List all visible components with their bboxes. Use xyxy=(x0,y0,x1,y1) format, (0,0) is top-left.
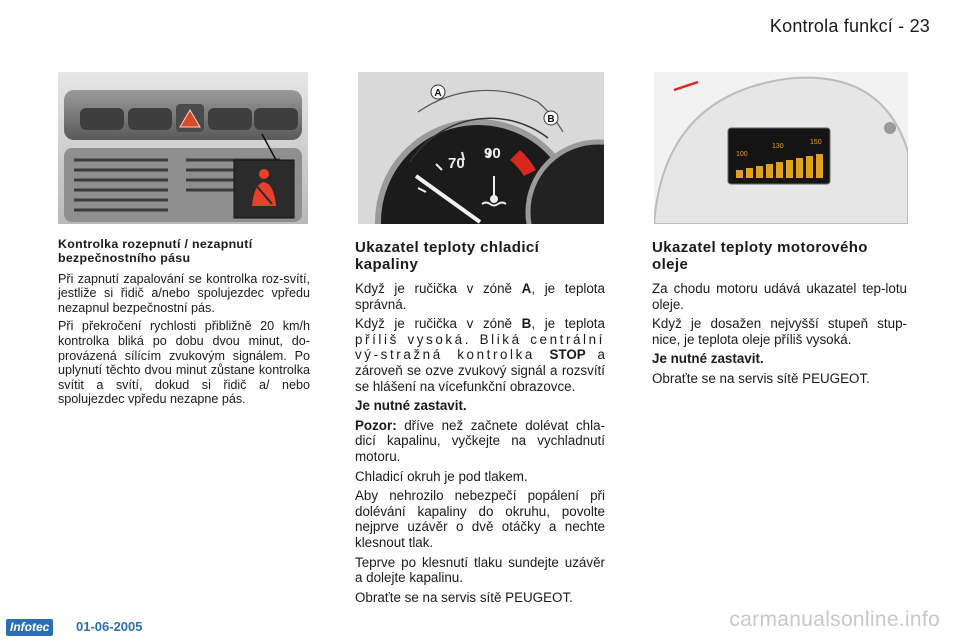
gauge-tick-90: 90 xyxy=(484,145,501,162)
coolant-caution: Pozor: dříve než začnete dolévat chla-dicí kapalinu, vyčkejte na vychladnutí motoru. xyxy=(355,417,605,464)
oil-tick-150: 150 xyxy=(810,139,822,146)
oil-paragraph-2: Když je dosažen nejvyšší stupeň stup-nice, je teplota oleje příliš vysoká. xyxy=(652,316,907,347)
oil-gauge-figure xyxy=(654,72,908,224)
dashboard-vents-figure xyxy=(58,72,308,224)
infotec-badge: Infotec xyxy=(6,619,53,636)
coolant-heading: Ukazatel teploty chladicí kapaliny xyxy=(355,239,540,273)
coolant-paragraph-7: Teprve po klesnutí tlaku sundejte uzávěr a dolejte kapalinu. xyxy=(355,554,605,586)
coolant-paragraph-2: Když je ručička v zóně B, je teplota příliš vysoká. Bliká centrální vý-stražná kontrolka STOP a zároveň se ozve zvukový signál a rozsvítí se hlášení na vícefunkční obrazovce. xyxy=(355,316,605,394)
coolant-paragraph-8: Obraťte se na servis sítě PEUGEOT. xyxy=(355,589,573,605)
oil-paragraph-4: Obraťte se na servis sítě PEUGEOT. xyxy=(652,370,870,386)
print-date: 01-06-2005 xyxy=(76,619,143,634)
coolant-paragraph-1: Když je ručička v zóně A, je teplota správná. xyxy=(355,281,605,312)
seatbelt-heading: Kontrolka rozepnutí / nezapnutí bezpečnostního pásu xyxy=(58,237,253,265)
seatbelt-paragraph-2: Při překročení rychlosti přibližně 20 km/h kontrolka bliká po dobu dvou minut, do-provázená sílícím zvukovým signálem. Po uplynutí těchto dvou minut zůstane kontrolka svítit a svítí, dokud si řidič a/ nebo spolujezdec vpředu nezapne pás. xyxy=(58,319,310,407)
coolant-paragraph-5: Chladicí okruh je pod tlakem. xyxy=(355,468,528,484)
page-header: Kontrola funkcí - 23 xyxy=(769,16,930,36)
oil-section xyxy=(652,240,907,391)
watermark-text: carmanualsonline.info xyxy=(729,608,940,631)
zone-a-label: A xyxy=(434,88,442,99)
oil-stop-note: Je nutné zastavit. xyxy=(652,351,764,367)
oil-paragraph-1: Za chodu motoru udává ukazatel tep-lotu oleje. xyxy=(652,281,907,312)
seatbelt-section xyxy=(58,238,310,411)
coolant-stop-note: Je nutné zastavit. xyxy=(355,398,467,414)
seatbelt-paragraph-1: Při zapnutí zapalování se kontrolka roz-svítí, jestliže si řidič a/nebo spolujezdec vpředu nezapnul bezpečnostní pás. xyxy=(58,271,310,315)
zone-b-label: B xyxy=(547,114,555,125)
coolant-section xyxy=(355,240,605,609)
gauge-tick-70: 70 xyxy=(448,155,465,172)
oil-tick-130: 130 xyxy=(772,143,784,150)
coolant-paragraph-6: Aby nehrozilo nebezpečí popálení při dolévání kapaliny do okruhu, povolte nejprve uzávěr o dvě otáčky a nechte klesnout tlak. xyxy=(355,488,605,550)
oil-heading: Ukazatel teploty motorového oleje xyxy=(652,239,868,273)
oil-tick-100: 100 xyxy=(736,151,748,158)
coolant-gauge-figure xyxy=(358,72,604,224)
